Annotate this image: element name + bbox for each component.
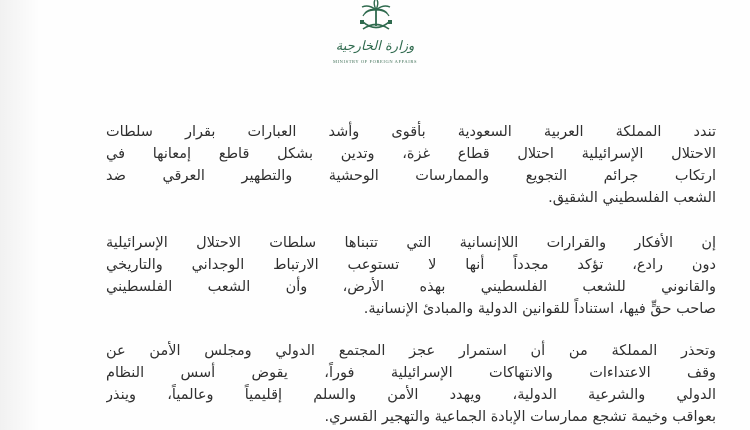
- text-line: وتحذر المملكة من أن استمرار عجز المجتمع الدولي ومجلس الأمن عن: [106, 343, 716, 359]
- paragraph-1: [106, 121, 716, 209]
- paragraph-3: [106, 340, 716, 428]
- text-line: الدولي والشرعية الدولية، ويهدد الأمن والسلم إقليمياً وعالمياً، وينذر: [106, 387, 716, 403]
- text-line: بعواقب وخيمة تشجع ممارسات الإبادة الجماعية والتهجير القسري.: [324, 409, 716, 425]
- text-line: صاحب حقٍّ فيها، استناداً للقوانين الدولية والمبادئ الإنسانية.: [363, 301, 716, 317]
- scan-shadow: [0, 0, 40, 430]
- letterhead: [290, 0, 460, 72]
- text-line: تندد المملكة العربية السعودية بأقوى وأشد العبارات بقرار سلطات: [106, 124, 716, 140]
- text-line: دون رادع، تؤكد مجدداً أنها لا تستوعب الارتباط الوجداني والتاريخي: [106, 257, 716, 273]
- text-line: الشعب الفلسطيني الشقيق.: [548, 190, 716, 206]
- paragraph-2: [106, 232, 716, 320]
- text-line: الاحتلال الإسرائيلية احتلال قطاع غزة، وتدين بشكل قاطع إمعانها في: [106, 146, 716, 162]
- palm-and-swords-emblem-icon: [356, 0, 396, 36]
- text-line: ارتكاب جرائم التجويع والممارسات الوحشية والتطهير العرقي ضد: [106, 168, 716, 184]
- text-line: وقف الاعتداءات والانتهاكات الإسرائيلية فوراً، يقوض أسس النظام: [106, 365, 716, 381]
- ministry-name-english: MINISTRY OF FOREIGN AFFAIRS: [332, 59, 418, 64]
- ministry-name-arabic: وزارة الخارجية: [335, 39, 415, 54]
- text-line: إن الأفكار والقرارات اللاإنسانية التي تتبناها سلطات الاحتلال الإسرائيلية: [106, 235, 716, 251]
- text-line: والقانوني للشعب الفلسطيني بهذه الأرض، وأن الشعب الفلسطيني: [106, 279, 716, 295]
